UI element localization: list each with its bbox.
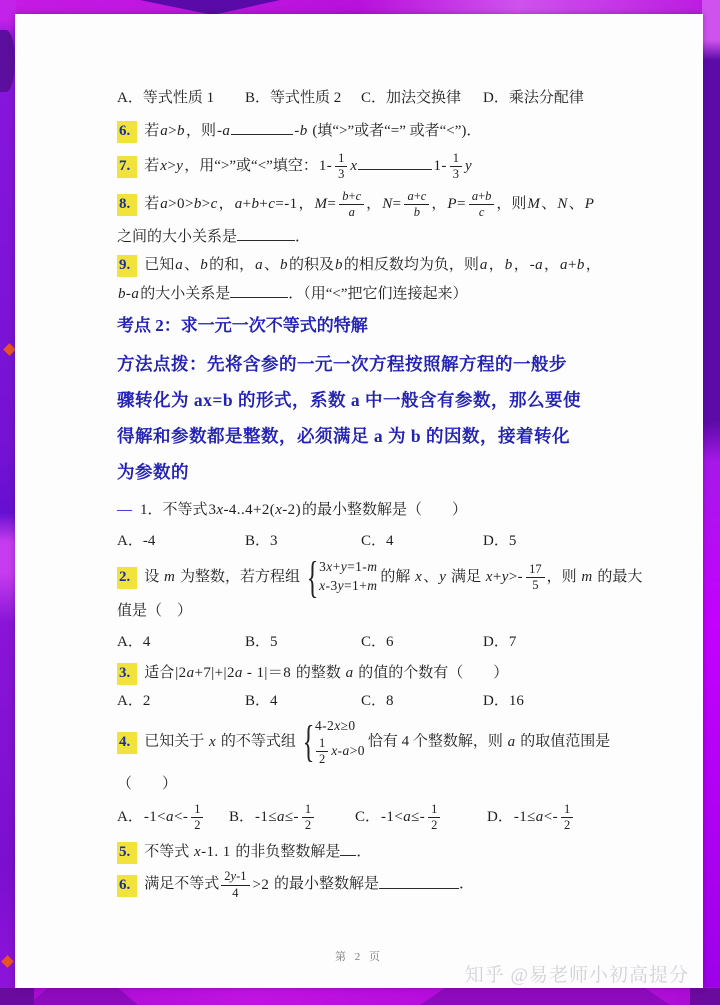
fraction [526,563,545,592]
fraction-denominator: 2 [563,818,571,833]
text-run: 若 [144,123,160,139]
fraction-denominator: 3 [338,167,345,182]
equation-system [298,718,366,766]
options-row-q2 [117,632,643,653]
option-cell [117,803,229,832]
question-2-line1 [117,552,643,602]
text-run: 、 [541,196,557,213]
math-run: m [164,568,176,585]
highlight-number: 4. [117,732,137,754]
fraction [335,152,347,181]
text-run: C．4 [361,532,394,549]
text-run: 的不等式组 [217,733,296,750]
text-run: 、 [264,256,280,273]
option-cell [483,691,643,712]
math-run: a [507,733,516,750]
text-run: B．5 [245,634,278,651]
option-cell [361,691,483,712]
fraction-numerator: b+c [339,190,364,205]
blank-underline [237,227,295,241]
text-run: A．2 [117,693,151,710]
math-run: N= [382,196,402,213]
fraction [191,803,203,832]
page-number: 第 2 页 [335,951,383,963]
math-run: x-3y=1+m [319,578,378,594]
fraction-numerator: 1 [450,152,462,167]
math-run: -1≤a<- [513,809,558,826]
text-run: A． [117,809,143,826]
text-run: ． [295,228,311,245]
text-run: C．6 [361,634,394,651]
text-run: 的解 [380,568,415,585]
background-right-band [702,0,720,1005]
text-run: 的积及 [288,256,334,273]
zhihu-watermark: 知乎 @易老师小初高提分 [464,965,689,986]
question-7 [117,152,643,181]
question-8-line1 [117,190,643,219]
text-run: 适合 [144,665,175,682]
math-run: a>0>b>c [160,196,218,213]
blank-underline [231,121,293,135]
text-run: ，则 [496,196,527,213]
paragraph-line: 得解和参数都是整数，必须满足 a 为 b 的因数，接着转化 [117,425,570,446]
fraction-numerator: 1 [191,803,203,818]
system-brace: { [302,717,315,767]
math-run: b [334,256,343,273]
text-run: 若 [144,196,160,213]
system-row [314,718,357,735]
fraction-numerator: 1 [428,803,440,818]
options-row-q4 [117,803,643,832]
text-run: ， [298,196,314,213]
option-cell [361,632,483,653]
text-run: 1．不等式 [140,501,208,518]
worksheet-content [117,88,643,900]
math-run: 1- [318,158,333,175]
math-run: P= [447,196,466,213]
math-run: -1<a<- [143,809,189,826]
text-run: ， [431,196,447,213]
option-cell [117,691,245,712]
math-run: 3x+y=1-m [319,559,378,575]
blank-underline [230,284,288,298]
question-6 [117,121,643,143]
text-run: 不等式 [144,844,194,861]
math-run: -1<a≤- [381,809,426,826]
text-run: 为整数，若方程组 [176,568,301,585]
fraction-denominator: 2 [194,818,201,833]
text-run: B．3 [245,532,278,549]
question-9-line2 [117,284,643,305]
math-run: a+b [560,256,585,273]
math-run: N [557,196,568,213]
blank-underline [379,875,459,889]
system-row [318,578,378,595]
text-run: ． [459,876,475,893]
text-run: 满足不等式 [144,876,220,893]
system-brace: { [306,552,319,602]
math-run: b [280,256,288,273]
text-run: 的最大 [593,568,643,585]
fraction-denominator: 2 [318,752,326,767]
text-run: ，用“>”或“<”填空： [184,158,318,175]
math-run: y [439,568,447,585]
text-run: ． [356,844,372,861]
option-cell [361,531,483,552]
text-run: B．4 [245,693,278,710]
text-run: 的和， [209,256,255,273]
fraction [428,803,440,832]
text-run: B．等式性质 2 [245,90,342,106]
question-5 [117,842,643,864]
text-run: ，则 [546,568,581,585]
text-run: 的相反数均为负，则 [343,256,479,273]
text-run: C．8 [361,693,394,710]
text-run: ， [513,256,529,273]
math-run: x [415,568,423,585]
answer-dash: — [117,501,131,518]
math-run: >2 [252,876,270,893]
math-run: a [479,256,488,273]
fraction-numerator: a+c [404,190,429,205]
text-run: A．等式性质 1 [117,90,215,106]
fraction-denominator: 4 [232,885,239,900]
text-run: D．16 [483,693,524,710]
options-row-q3 [117,691,643,712]
math-run: a [345,665,354,682]
math-run: b-a [118,285,140,302]
paragraph-line: 为参数的 [117,461,189,482]
fraction-numerator: 1 [335,152,347,167]
text-run: 、 [184,256,200,273]
math-run: x+y>- [485,568,524,585]
math-run: P [584,196,595,213]
option-cell [229,803,355,832]
text-run: 的整数 [292,665,345,682]
background-bottom-wedge [420,988,670,1005]
math-run: x [209,733,217,750]
system-rows [318,559,378,595]
system-rows [314,718,366,766]
option-cell [245,531,361,552]
paragraph-line: 骤转化为 ax=b 的形式，系数 a 中一般含有参数，那么要使 [117,389,581,410]
highlight-number: 7. [117,156,137,178]
text-run: ，则 [185,123,216,139]
math-run: a+b+c=-1 [234,196,298,213]
text-run: ．（用“<”把它们连接起来） [288,285,468,302]
highlight-number: 9. [117,255,137,277]
text-run: 的值的个数有（ ） [354,665,509,682]
math-run: M= [314,196,337,213]
options-row-properties [117,88,643,109]
fraction-numerator: 1 [561,803,573,818]
question-9-line1 [117,255,643,277]
math-run: x-a>0 [331,742,365,758]
fraction-numerator: 1 [302,803,314,818]
text-run: C． [355,809,381,826]
math-run: -1≤a≤- [255,809,299,826]
math-run: b [200,256,209,273]
question-1 [117,500,643,521]
option-cell [487,803,643,832]
text-run: ， [366,196,382,213]
text-run: C．加法交换律 [361,90,462,106]
text-run: 已知 [144,256,175,273]
option-cell [483,531,643,552]
option-cell [483,88,643,109]
math-run: a [175,256,184,273]
math-run: y [465,158,473,175]
option-cell [117,531,245,552]
fraction-numerator: 2y-1 [221,870,249,885]
fraction-denominator: 2 [431,818,438,833]
highlight-number: 5. [117,842,137,864]
math-run: a [255,256,264,273]
method-paragraph [117,346,643,490]
text-run: D．5 [483,532,517,549]
text-run: A．-4 [117,532,156,549]
text-run: D．7 [483,634,517,651]
highlight-number: 6. [117,121,137,143]
blank-underline [358,156,432,170]
fraction-denominator: 2 [304,818,312,833]
fraction-denominator: b [413,205,421,220]
math-run: 3x-4..4+2(x-2) [208,501,301,518]
math-run: m [581,568,593,585]
fraction [339,190,364,219]
math-run: 1- [433,158,447,175]
fraction-denominator: a [348,205,355,220]
blank-underline [340,842,356,856]
math-run: a>b [160,123,185,139]
fraction-denominator: 3 [452,167,460,182]
fraction [302,803,314,832]
option-cell [117,88,245,109]
math-run: b [504,256,513,273]
math-run: x-1. 1 [194,844,231,861]
equation-system [302,552,378,602]
fraction [469,190,495,219]
option-cell [355,803,487,832]
text-run: ， [488,256,504,273]
question-3 [117,663,643,685]
text-run: D． [487,809,513,826]
worksheet-page [15,14,703,988]
math-run: 4-2x≥0 [314,718,356,734]
background-left-band [0,0,16,1005]
option-cell [245,88,361,109]
text-run: 、 [568,196,584,213]
text-run: (填“>”或者“=” 或者“<”)． [308,123,482,139]
text-run: 值是（ ） [117,603,193,620]
option-cell [483,632,643,653]
text-run: 的最小整数解是（ ） [301,501,467,518]
math-run: M [527,196,541,213]
fraction-denominator: c [478,205,485,220]
system-row [318,559,378,576]
math-run: x>y [160,158,184,175]
fraction [316,737,328,766]
option-cell [245,691,361,712]
option-cell [361,88,483,109]
math-run: |2a+7|+|2a - 1|＝8 [175,665,292,682]
text-run: 的取值范围是 [516,733,611,750]
fraction [404,190,429,219]
text-run: 满足 [447,568,485,585]
background-bottom-corner [0,988,34,1005]
text-run: 恰有 4 个整数解，则 [367,733,507,750]
fraction [450,152,462,181]
highlight-number: 8. [117,194,137,216]
highlight-number: 6. [117,875,137,897]
fraction-numerator: 17 [526,563,545,578]
system-row [314,737,366,766]
fraction-denominator: 5 [532,577,539,592]
text-run: B． [229,809,255,826]
text-run: 之间的大小关系是 [117,228,238,245]
text-run: 的非负整数解是 [231,844,341,861]
section-heading: 考点 2：求一元一次不等式的特解 [117,315,368,335]
math-run: -a [529,256,544,273]
math-run: -a [216,123,231,139]
options-row-q1 [117,531,643,552]
text-run: ， [544,256,560,273]
text-run: （ ） [117,776,178,793]
fraction [221,870,249,899]
question-6b [117,870,643,899]
fraction-numerator: a+b [469,190,495,205]
text-run: 若 [144,158,160,175]
fraction [561,803,573,832]
paragraph-line: 方法点拨：先将含参的一元一次方程按照解方程的一般步 [117,353,567,374]
text-run: 已知关于 [144,733,209,750]
highlight-number: 2. [117,567,137,589]
text-run: ， [585,256,601,273]
math-run: -b [294,123,308,139]
text-run: 、 [423,568,439,585]
question-4-line1 [117,718,643,766]
question-4-line2 [117,774,643,795]
highlight-number: 3. [117,663,137,685]
option-cell [245,632,361,653]
text-run: ， [218,196,234,213]
text-run: 的大小关系是 [140,285,231,302]
text-run: 设 [144,568,164,585]
text-run: A．4 [117,634,151,651]
option-cell [117,632,245,653]
question-2-line2 [117,601,643,622]
background-bottom-corner [690,988,720,1005]
text-run: D．乘法分配律 [483,90,584,106]
math-run: x [350,158,358,175]
fraction-numerator: 1 [316,737,328,752]
text-run: 的最小整数解是 [270,876,380,893]
question-8-line2 [117,227,643,248]
